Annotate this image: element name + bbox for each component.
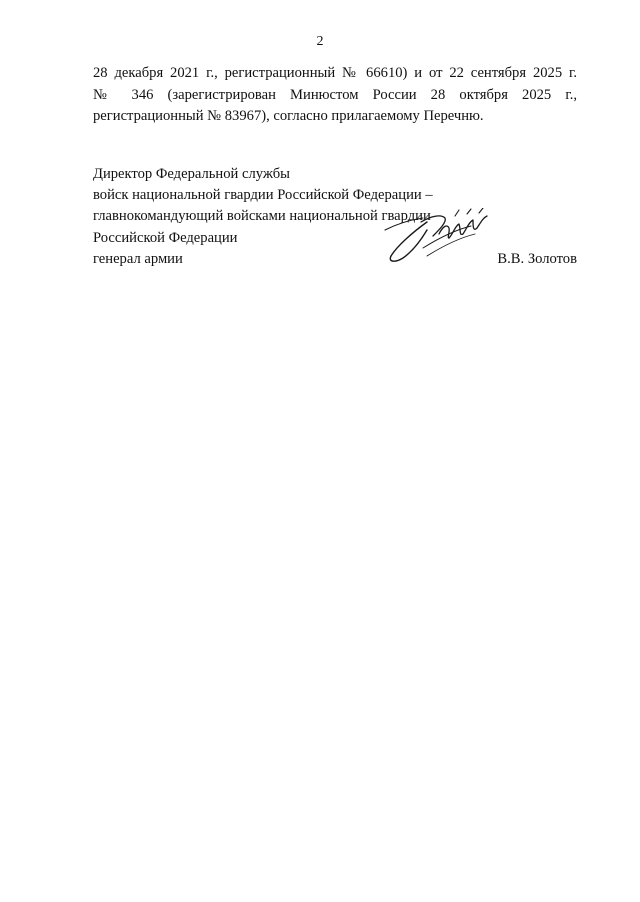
signatory-rank: генерал армии [93,250,183,267]
page-number: 2 [316,34,324,49]
signatory-position-line-1: Директор Федеральной службы [93,166,290,182]
body-paragraph [93,63,577,128]
body-line-1: 28 декабря 2021 г., регистрационный № 66610) и от 22 сентября 2025 г. [93,65,577,81]
signatory-name: В.В. Золотов [497,250,577,267]
signature-block [93,164,577,270]
signatory-position-line-3: главнокомандующий войсками национальной гвардии [93,208,431,225]
signatory-position-line-2: войск национальной гвардии Российской Федерации – [93,187,433,204]
body-line-3: регистрационный № 83967), согласно прилагаемому Перечню. [93,108,484,124]
signatory-position-line-4: Российской Федерации [93,229,238,246]
body-line-2: № 346 (зарегистрирован Минюстом России 28 октября 2025 г., [93,86,577,103]
handwritten-signature-icon [383,208,495,266]
